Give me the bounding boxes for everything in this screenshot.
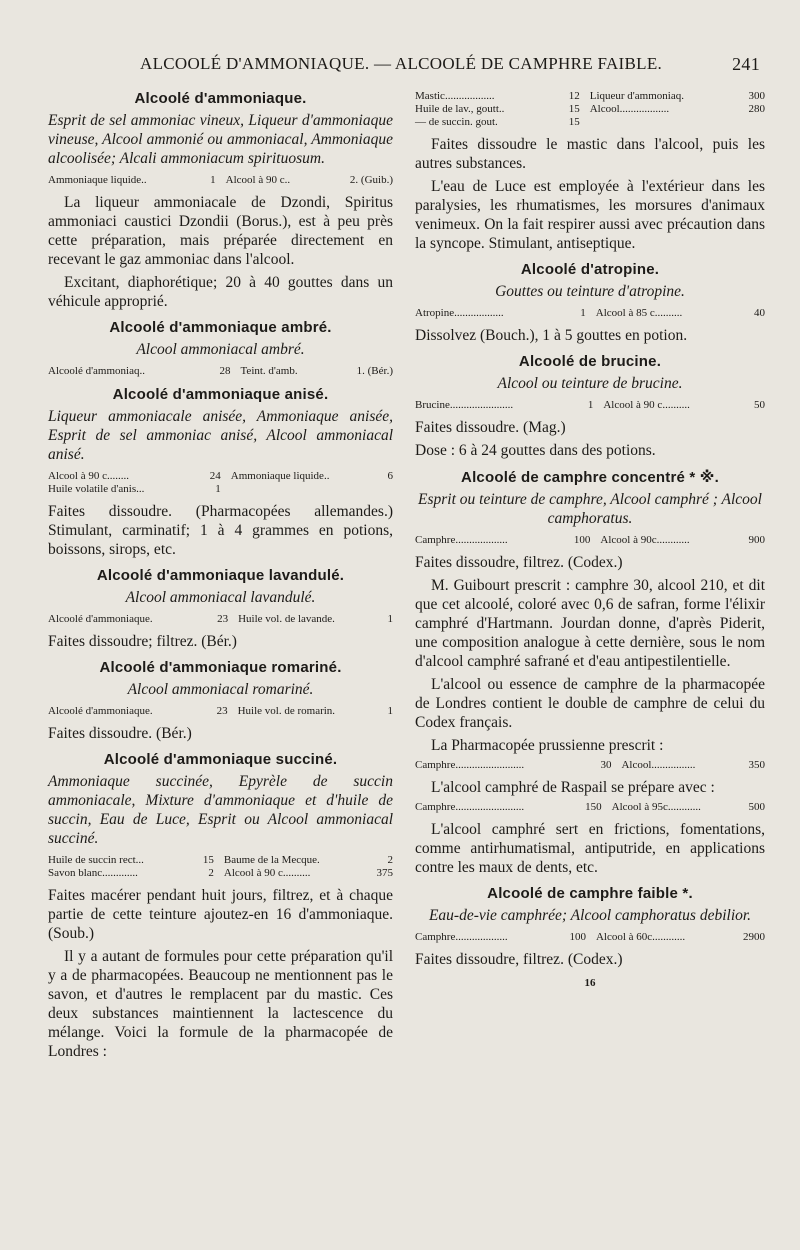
ingredient: Huile de succin rect... <box>48 854 144 866</box>
ingredient: Mastic.................. <box>415 90 495 102</box>
formula-row <box>415 534 765 547</box>
formula-table <box>48 174 393 187</box>
synonyms: Esprit ou teinture de camphre, Alcool camphré ; Alcool camphoratus. <box>418 491 762 527</box>
synonyms: Eau-de-vie camphrée; Alcool camphoratus debilior. <box>428 907 752 924</box>
quantity: 30 <box>600 759 612 771</box>
synonyms: Liqueur ammoniacale anisée, Ammoniaque anisée, Esprit de sel ammoniac anisé, Alcool ammoniacal anisé. <box>48 408 393 463</box>
paragraph: Faites dissoudre. (Mag.) <box>415 419 566 436</box>
ingredient: Alcoolé d'ammoniaq.. <box>48 365 145 377</box>
formula-row <box>48 705 393 718</box>
ingredient: Camphre................... <box>415 931 508 943</box>
quantity: 15 <box>568 103 580 115</box>
paragraph: Faites dissoudre. (Bér.) <box>48 725 192 742</box>
synonyms: Ammoniaque succinée, Epyrèle de succin ammoniacale, Mixture d'ammoniaque et d'huile de succin, Eau de Luce, Esprit ou Alcool ammoniacal succiné. <box>48 773 393 847</box>
formula-row <box>48 613 393 626</box>
quantity <box>739 116 765 129</box>
right-column <box>415 82 765 989</box>
ingredient: Ammoniaque liquide.. <box>48 174 147 186</box>
ingredient: Teint. d'amb. <box>240 365 298 377</box>
ingredient: Alcool à 90 c........ <box>48 470 129 482</box>
quantity: 12 <box>568 90 580 102</box>
quantity: 900 <box>748 534 765 546</box>
quantity: 300 <box>748 90 765 102</box>
quantity: 23 <box>216 705 228 717</box>
quantity: 23 <box>217 613 229 625</box>
ingredient: Camphre......................... <box>415 759 525 771</box>
ingredient: — de succin. gout. <box>415 116 498 128</box>
section-heading: Alcoolé d'ammoniaque lavandulé. <box>96 567 345 584</box>
ingredient: Brucine....................... <box>415 399 514 411</box>
paragraph: L'alcool camphré sert en frictions, fomentations, comme antirhumatismal, antiputride, en applications contre les maux de dents, etc. <box>415 821 765 876</box>
formula-row <box>48 470 393 483</box>
quantity: 2900 <box>743 931 765 943</box>
ingredient: Alcool à 90c............ <box>600 534 690 546</box>
ingredient: Alcool.................. <box>589 103 670 115</box>
quantity: 24 <box>209 470 221 482</box>
section-heading: Alcoolé d'ammoniaque. <box>134 90 307 107</box>
ingredient: Alcoolé d'ammoniaque. <box>48 705 153 717</box>
ingredient: Huile vol. de lavande. <box>238 613 335 625</box>
paragraph: Dissolvez (Bouch.), 1 à 5 gouttes en potion. <box>415 327 688 344</box>
running-title: ALCOOLÉ D'AMMONIAQUE. — ALCOOLÉ DE CAMPHRE FAIBLE. <box>140 54 663 73</box>
section-heading: Alcoolé d'ammoniaque ambré. <box>109 319 332 336</box>
section-heading: Alcoolé d'ammoniaque romariné. <box>99 659 342 676</box>
formula-table <box>48 854 393 880</box>
formula-row <box>48 365 393 378</box>
synonyms: Alcool ammoniacal romariné. <box>127 681 314 698</box>
formula-row <box>415 399 765 412</box>
formula-table <box>415 931 765 944</box>
quantity: 1 <box>387 613 393 625</box>
quantity: 1 <box>215 483 221 495</box>
section-heading: Alcoolé d'ammoniaque succiné. <box>103 751 338 768</box>
page-number: 241 <box>732 54 760 74</box>
quantity: 1 <box>387 705 393 717</box>
signature-mark: 16 <box>584 977 596 989</box>
ingredient: Ammoniaque liquide.. <box>230 470 330 482</box>
paragraph: Faites dissoudre, filtrez. (Codex.) <box>415 554 623 571</box>
paragraph: La liqueur ammoniacale de Dzondi, Spiritus ammoniaci caustici Dzondii (Borus.), est à peu près cette préparation, mais préparée directement en recevant le gaz ammoniac dans l'alcool. <box>48 194 393 268</box>
ingredient: Alcool à 95c............ <box>611 801 701 813</box>
formula-table <box>415 90 765 129</box>
ingredient: Camphre................... <box>415 534 508 546</box>
quantity: 50 <box>754 399 765 411</box>
quantity: 1. (Bér.) <box>356 365 393 377</box>
ingredient: Alcool à 60c............ <box>595 931 686 943</box>
section-heading: Alcoolé d'atropine. <box>520 261 660 278</box>
quantity <box>384 483 393 496</box>
ingredient: Liqueur d'ammoniaq. <box>589 90 684 102</box>
formula-table <box>415 759 765 772</box>
ingredient: Huile volatile d'anis... <box>48 483 145 495</box>
ingredient: Alcool à 90 c.......... <box>603 399 690 411</box>
quantity: 28 <box>219 365 231 377</box>
section-heading: Alcoolé de camphre concentré * ※. <box>461 469 719 486</box>
section-heading: Alcoolé de camphre faible *. <box>487 885 693 902</box>
formula-row <box>415 307 765 320</box>
formula-table <box>48 613 393 626</box>
section-heading: Alcoolé de brucine. <box>518 353 662 370</box>
formula-table <box>415 399 765 412</box>
quantity: 150 <box>585 801 602 813</box>
synonyms: Alcool ou teinture de brucine. <box>497 375 683 392</box>
formula-table <box>415 801 765 814</box>
quantity: 500 <box>748 801 765 813</box>
quantity: 280 <box>748 103 765 115</box>
quantity: 15 <box>568 116 580 128</box>
paragraph: Faites dissoudre; filtrez. (Bér.) <box>48 633 237 650</box>
left-column <box>48 82 393 1065</box>
section-heading: Alcoolé d'ammoniaque anisé. <box>112 386 329 403</box>
paragraph: L'alcool ou essence de camphre de la pharmacopée de Londres contient le double de camphre de celui du Codex français. <box>415 676 765 731</box>
formula-row <box>415 116 765 129</box>
ingredient: Camphre......................... <box>415 801 525 813</box>
quantity: 2 <box>208 867 214 879</box>
paragraph: Faites macérer pendant huit jours, filtrez, et à chaque partie de cette teinture ajoutez-en 16 d'ammoniaque. (Soub.) <box>48 887 393 942</box>
paragraph: L'alcool camphré de Raspail se prépare avec : <box>431 779 715 796</box>
formula-row <box>415 90 765 103</box>
quantity: 15 <box>202 854 214 866</box>
paragraph: Dose : 6 à 24 gouttes dans des potions. <box>415 442 656 459</box>
quantity: 1 <box>210 174 216 186</box>
formula-row <box>48 483 393 496</box>
ingredient: Atropine.................. <box>415 307 504 319</box>
formula-table <box>48 705 393 718</box>
formula-table <box>48 470 393 496</box>
paragraph: Faites dissoudre le mastic dans l'alcool, puis les autres substances. <box>415 136 765 172</box>
ingredient: Alcool à 90 c.......... <box>223 867 311 879</box>
quantity: 2 <box>387 854 393 866</box>
paragraph: Excitant, diaphorétique; 20 à 40 gouttes dans un véhicule approprié. <box>48 274 393 310</box>
synonyms: Alcool ammoniacal lavandulé. <box>125 589 316 606</box>
paragraph: M. Guibourt prescrit : camphre 30, alcool 210, et dit que cet alcoolé, coloré avec 0,6 de safran, forme l'élixir camphré d'Hartmann. Jourdan donne, d'après Piderit, une composition analogue à cette dernière, sous le nom d'alcool camphré safrané et d'eau antipestilentielle. <box>415 577 765 670</box>
ingredient: Huile de lav., goutt.. <box>415 103 505 115</box>
formula-row <box>415 759 765 772</box>
paragraph: L'eau de Luce est employée à l'extérieur dans les paralysies, les rhumatismes, les morsures d'animaux venimeux. On la fait respirer aussi avec précaution dans la syncope. Stimulant, antiseptique. <box>415 178 765 252</box>
paragraph: Faites dissoudre. (Pharmacopées allemandes.) Stimulant, carminatif; 1 à 4 grammes en potions, boissons, sirops, etc. <box>48 503 393 558</box>
ingredient <box>590 116 739 129</box>
running-head <box>140 50 760 76</box>
formula-row <box>48 174 393 187</box>
formula-row <box>415 801 765 814</box>
formula-row <box>415 931 765 944</box>
paragraph: La Pharmacopée prussienne prescrit : <box>431 737 664 754</box>
formula-row <box>415 103 765 116</box>
formula-row <box>48 867 393 880</box>
quantity: 2. (Guib.) <box>349 174 393 186</box>
formula-table <box>415 307 765 320</box>
ingredient: Alcool................ <box>621 759 696 771</box>
synonyms: Gouttes ou teinture d'atropine. <box>495 283 685 300</box>
ingredient <box>231 483 385 496</box>
formula-table <box>48 365 393 378</box>
ingredient: Alcoolé d'ammoniaque. <box>48 613 153 625</box>
paragraph: Faites dissoudre, filtrez. (Codex.) <box>415 951 623 968</box>
quantity: 100 <box>569 931 586 943</box>
quantity: 100 <box>573 534 591 546</box>
formula-row <box>48 854 393 867</box>
quantity: 1 <box>580 307 586 319</box>
ingredient: Savon blanc............. <box>48 867 138 879</box>
formula-table <box>415 534 765 547</box>
ingredient: Baume de la Mecque. <box>223 854 320 866</box>
synonyms: Esprit de sel ammoniac vineux, Liqueur d'ammoniaque vineuse, Alcool ammonié ou ammoniacal, Ammoniaque alcoolisée; Alcali ammoniacum spirituosum. <box>48 112 393 167</box>
quantity: 375 <box>376 867 393 879</box>
ingredient: Alcool à 90 c.. <box>225 174 291 186</box>
ingredient: Alcool à 85 c.......... <box>595 307 683 319</box>
paragraph: Il y a autant de formules pour cette préparation qu'il y a de pharmacopées. Beaucoup ne mentionnent pas le savon, et d'autres le remplacent par du mastic. Ces deux substances maintiennent la lactescence du mélange. Voici la formule de la pharmacopée de Londres : <box>48 948 393 1060</box>
quantity: 40 <box>754 307 765 319</box>
quantity: 350 <box>748 759 765 771</box>
quantity: 6 <box>387 470 393 482</box>
synonyms: Alcool ammoniacal ambré. <box>136 341 305 358</box>
quantity: 1 <box>587 399 594 411</box>
ingredient: Huile vol. de romarin. <box>237 705 336 717</box>
